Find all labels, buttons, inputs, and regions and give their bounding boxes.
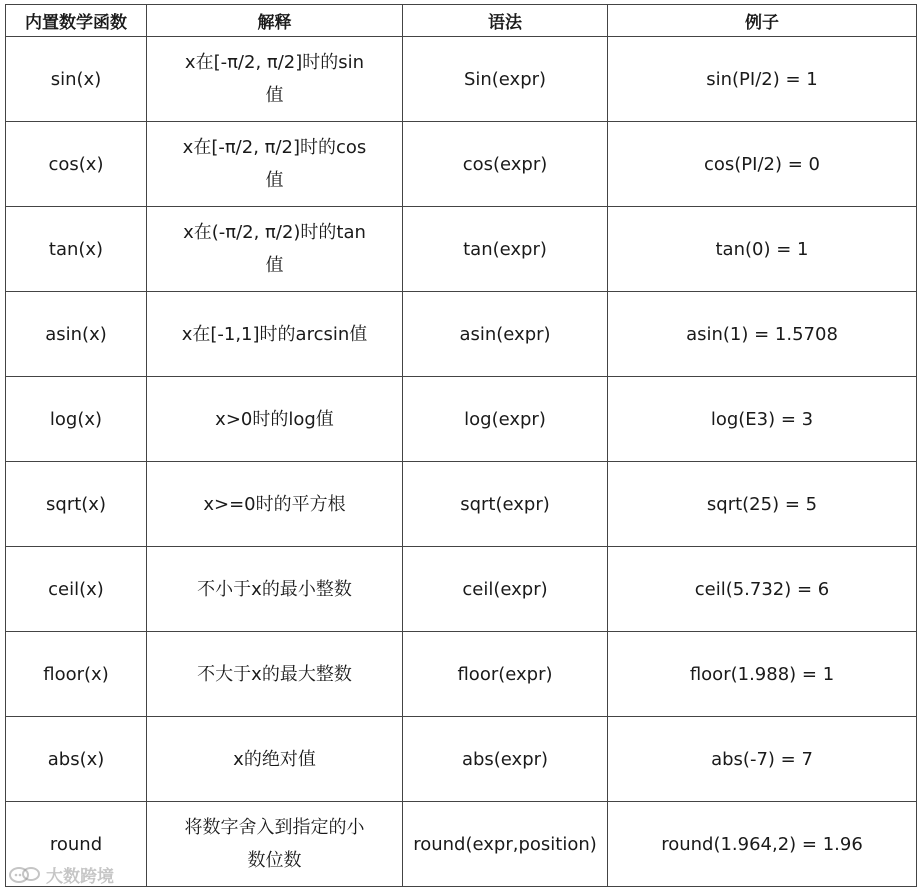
description-text: 不小于x的最小整数 — [197, 578, 352, 600]
cell-description — [147, 122, 403, 207]
cell-description — [147, 37, 403, 122]
cell-description — [147, 207, 403, 292]
cell-syntax: Sin(expr) — [403, 37, 608, 122]
cell-function: abs(x) — [6, 717, 147, 802]
table-row — [6, 207, 917, 292]
description-text: 将数字舍入到指定的小数位数 — [184, 817, 365, 871]
math-functions-table — [5, 4, 917, 887]
table-row — [6, 122, 917, 207]
cell-function: floor(x) — [6, 632, 147, 717]
cell-example: floor(1.988) = 1 — [608, 632, 917, 717]
header-example: 例子 — [608, 5, 917, 37]
watermark — [8, 862, 114, 887]
description-text: x的绝对值 — [233, 748, 316, 770]
cell-description — [147, 802, 403, 887]
cell-description — [147, 377, 403, 462]
cell-function: log(x) — [6, 377, 147, 462]
cell-example: abs(-7) = 7 — [608, 717, 917, 802]
description-text: x在[-1,1]时的arcsin值 — [181, 323, 368, 345]
cell-example: round(1.964,2) = 1.96 — [608, 802, 917, 887]
cell-example: cos(PI/2) = 0 — [608, 122, 917, 207]
cell-example: sin(PI/2) = 1 — [608, 37, 917, 122]
description-text: x>=0时的平方根 — [203, 493, 346, 515]
cell-function: sin(x) — [6, 37, 147, 122]
cell-description — [147, 547, 403, 632]
cell-description — [147, 632, 403, 717]
cell-function: sqrt(x) — [6, 462, 147, 547]
table-row — [6, 632, 917, 717]
cell-syntax: asin(expr) — [403, 292, 608, 377]
cell-description — [147, 717, 403, 802]
description-text: x>0时的log值 — [215, 408, 334, 430]
cell-example: asin(1) = 1.5708 — [608, 292, 917, 377]
header-syntax: 语法 — [403, 5, 608, 37]
table-row — [6, 377, 917, 462]
cell-syntax: sqrt(expr) — [403, 462, 608, 547]
cell-syntax: floor(expr) — [403, 632, 608, 717]
logo-bubble-icon — [8, 865, 42, 885]
cell-syntax: log(expr) — [403, 377, 608, 462]
table-row — [6, 292, 917, 377]
cell-example: sqrt(25) = 5 — [608, 462, 917, 547]
table-header-row — [6, 5, 917, 37]
cell-example: log(E3) = 3 — [608, 377, 917, 462]
cell-syntax: abs(expr) — [403, 717, 608, 802]
description-text: x在[-π/2, π/2]时的sin值 — [184, 52, 365, 106]
watermark-text: 大数跨境 — [46, 867, 114, 887]
header-function: 内置数学函数 — [6, 5, 147, 37]
cell-function: asin(x) — [6, 292, 147, 377]
description-text: x在(-π/2, π/2)时的tan值 — [183, 222, 366, 276]
table-row — [6, 717, 917, 802]
description-text: 不大于x的最大整数 — [197, 663, 352, 685]
table-row — [6, 37, 917, 122]
cell-syntax: tan(expr) — [403, 207, 608, 292]
table-row — [6, 462, 917, 547]
cell-description — [147, 292, 403, 377]
cell-function: cos(x) — [6, 122, 147, 207]
cell-function: tan(x) — [6, 207, 147, 292]
header-description: 解释 — [147, 5, 403, 37]
cell-function: round — [6, 802, 147, 887]
cell-syntax: ceil(expr) — [403, 547, 608, 632]
cell-description — [147, 462, 403, 547]
cell-example: tan(0) = 1 — [608, 207, 917, 292]
table-row — [6, 547, 917, 632]
table-row — [6, 802, 917, 887]
description-text: x在[-π/2, π/2]时的cos值 — [182, 137, 367, 191]
cell-syntax: round(expr,position) — [403, 802, 608, 887]
cell-syntax: cos(expr) — [403, 122, 608, 207]
cell-example: ceil(5.732) = 6 — [608, 547, 917, 632]
cell-function: ceil(x) — [6, 547, 147, 632]
